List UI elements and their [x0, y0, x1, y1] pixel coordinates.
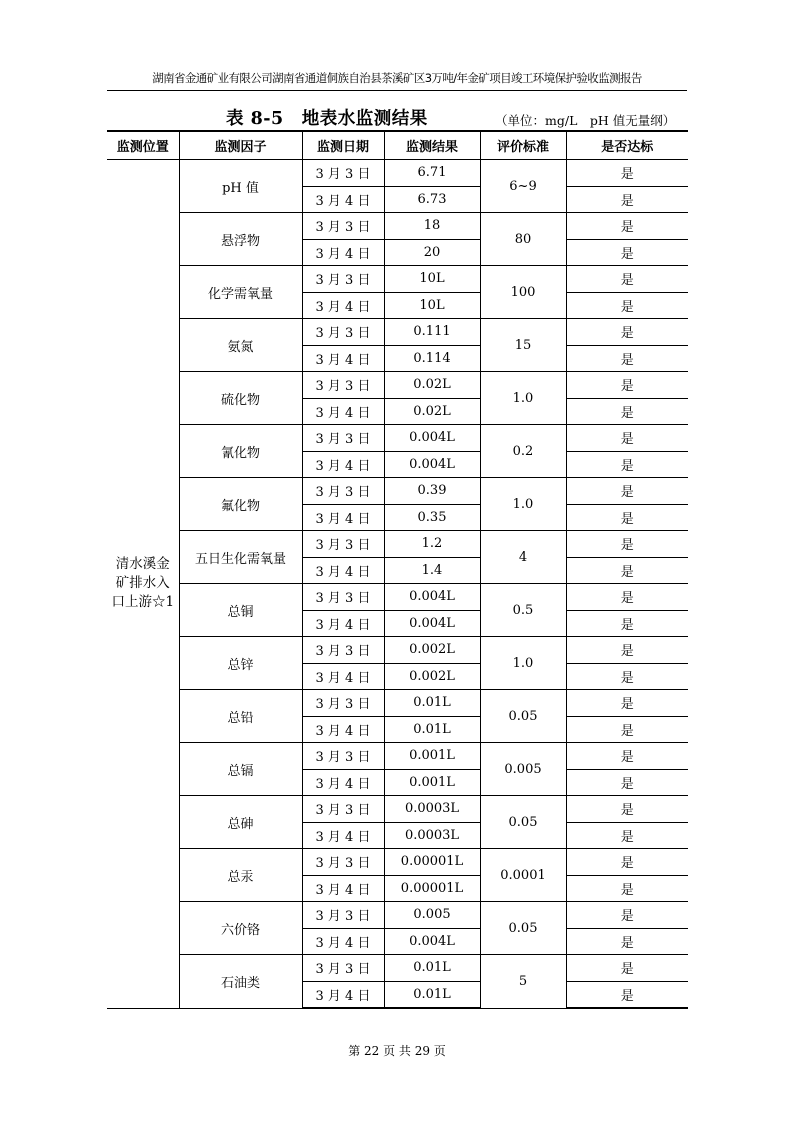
report-header: 湖南省金通矿业有限公司湖南省通道侗族自治县茶溪矿区3万吨/年金矿项目竣工环境保护验收监测报告: [152, 71, 642, 85]
monitoring-result: 0.001L: [384, 769, 480, 796]
monitoring-factor: 总砷: [179, 796, 302, 849]
column-header: 是否达标: [566, 131, 688, 160]
monitoring-factor: 五日生化需氧量: [179, 531, 302, 584]
table-row: [107, 478, 688, 505]
monitoring-date: 3 月 3 日: [302, 213, 384, 240]
monitoring-result: 0.005: [384, 902, 480, 929]
compliance-status: 是: [566, 186, 688, 213]
column-header: 监测位置: [107, 131, 179, 160]
monitoring-date: 3 月 4 日: [302, 292, 384, 319]
monitoring-date: 3 月 4 日: [302, 451, 384, 478]
table-row: [107, 849, 688, 876]
monitoring-result: 6.71: [384, 160, 480, 187]
table-row: [107, 531, 688, 558]
compliance-status: 是: [566, 716, 688, 743]
monitoring-date: 3 月 4 日: [302, 663, 384, 690]
monitoring-result: 0.0003L: [384, 796, 480, 823]
compliance-status: 是: [566, 213, 688, 240]
table-row: [107, 213, 688, 240]
monitoring-factor: 总铅: [179, 690, 302, 743]
monitoring-date: 3 月 3 日: [302, 584, 384, 611]
compliance-status: 是: [566, 902, 688, 929]
monitoring-factor: 氰化物: [179, 425, 302, 478]
monitoring-date: 3 月 4 日: [302, 504, 384, 531]
compliance-status: 是: [566, 663, 688, 690]
column-header: 评价标准: [480, 131, 566, 160]
monitoring-result: 0.00001L: [384, 849, 480, 876]
evaluation-standard: 6~9: [480, 160, 566, 213]
monitoring-result: 0.35: [384, 504, 480, 531]
compliance-status: 是: [566, 637, 688, 664]
monitoring-result: 0.0003L: [384, 822, 480, 849]
monitoring-date: 3 月 4 日: [302, 981, 384, 1008]
evaluation-standard: 1.0: [480, 637, 566, 690]
monitoring-result: 0.02L: [384, 398, 480, 425]
column-header: 监测因子: [179, 131, 302, 160]
monitoring-result: 1.2: [384, 531, 480, 558]
monitoring-date: 3 月 4 日: [302, 822, 384, 849]
monitoring-date: 3 月 4 日: [302, 769, 384, 796]
monitoring-date: 3 月 3 日: [302, 319, 384, 346]
monitoring-result: 1.4: [384, 557, 480, 584]
evaluation-standard: 1.0: [480, 478, 566, 531]
monitoring-date: 3 月 3 日: [302, 478, 384, 505]
evaluation-standard: 0.05: [480, 690, 566, 743]
monitoring-date: 3 月 3 日: [302, 849, 384, 876]
monitoring-factor: 六价铬: [179, 902, 302, 955]
compliance-status: 是: [566, 928, 688, 955]
monitoring-result: 0.002L: [384, 637, 480, 664]
compliance-status: 是: [566, 875, 688, 902]
compliance-status: 是: [566, 504, 688, 531]
monitoring-factor: 石油类: [179, 955, 302, 1009]
compliance-status: 是: [566, 319, 688, 346]
monitoring-date: 3 月 4 日: [302, 345, 384, 372]
monitoring-factor: 氨氮: [179, 319, 302, 372]
compliance-status: 是: [566, 610, 688, 637]
monitoring-result: 0.01L: [384, 690, 480, 717]
monitoring-result: 0.01L: [384, 981, 480, 1008]
monitoring-result: 6.73: [384, 186, 480, 213]
monitoring-factor: 硫化物: [179, 372, 302, 425]
evaluation-standard: 15: [480, 319, 566, 372]
compliance-status: 是: [566, 478, 688, 505]
monitoring-result: 0.004L: [384, 451, 480, 478]
header-rule: [107, 90, 687, 91]
monitoring-result: 0.39: [384, 478, 480, 505]
unit-note: （单位：mg/L pH 值无量纲）: [495, 113, 676, 128]
monitoring-factor: 化学需氧量: [179, 266, 302, 319]
compliance-status: 是: [566, 531, 688, 558]
monitoring-result: 20: [384, 239, 480, 266]
evaluation-standard: 0.0001: [480, 849, 566, 902]
compliance-status: 是: [566, 796, 688, 823]
column-header: 监测结果: [384, 131, 480, 160]
surface-water-monitoring-table: [107, 130, 688, 1009]
monitoring-date: 3 月 3 日: [302, 160, 384, 187]
monitoring-date: 3 月 3 日: [302, 955, 384, 982]
monitoring-date: 3 月 4 日: [302, 239, 384, 266]
table-row: [107, 372, 688, 399]
compliance-status: 是: [566, 743, 688, 770]
monitoring-date: 3 月 4 日: [302, 557, 384, 584]
table-row: [107, 955, 688, 982]
monitoring-result: 0.00001L: [384, 875, 480, 902]
compliance-status: 是: [566, 398, 688, 425]
evaluation-standard: 0.005: [480, 743, 566, 796]
monitoring-date: 3 月 4 日: [302, 716, 384, 743]
monitoring-result: 0.002L: [384, 663, 480, 690]
compliance-status: 是: [566, 372, 688, 399]
compliance-status: 是: [566, 557, 688, 584]
compliance-status: 是: [566, 690, 688, 717]
compliance-status: 是: [566, 822, 688, 849]
table-row: [107, 796, 688, 823]
compliance-status: 是: [566, 425, 688, 452]
monitoring-factor: 总铜: [179, 584, 302, 637]
monitoring-date: 3 月 3 日: [302, 637, 384, 664]
evaluation-standard: 4: [480, 531, 566, 584]
monitoring-date: 3 月 3 日: [302, 531, 384, 558]
table-row: [107, 637, 688, 664]
compliance-status: 是: [566, 955, 688, 982]
monitoring-date: 3 月 3 日: [302, 743, 384, 770]
compliance-status: 是: [566, 849, 688, 876]
monitoring-date: 3 月 4 日: [302, 928, 384, 955]
monitoring-result: 0.004L: [384, 610, 480, 637]
evaluation-standard: 1.0: [480, 372, 566, 425]
monitoring-factor: 氟化物: [179, 478, 302, 531]
monitoring-result: 10L: [384, 266, 480, 293]
evaluation-standard: 100: [480, 266, 566, 319]
compliance-status: 是: [566, 292, 688, 319]
evaluation-standard: 80: [480, 213, 566, 266]
table-row: [107, 584, 688, 611]
table-row: [107, 160, 688, 187]
page-footer: 第 22 页 共 29 页: [348, 1044, 446, 1058]
monitoring-date: 3 月 4 日: [302, 875, 384, 902]
table-row: [107, 319, 688, 346]
monitoring-factor: pH 值: [179, 160, 302, 213]
monitoring-date: 3 月 3 日: [302, 690, 384, 717]
table-row: [107, 902, 688, 929]
compliance-status: 是: [566, 239, 688, 266]
table-row: [107, 690, 688, 717]
evaluation-standard: 0.2: [480, 425, 566, 478]
monitoring-result: 0.001L: [384, 743, 480, 770]
monitoring-location: 清水溪金矿排水入口上游☆1: [107, 160, 179, 1009]
column-header: 监测日期: [302, 131, 384, 160]
monitoring-factor: 悬浮物: [179, 213, 302, 266]
compliance-status: 是: [566, 345, 688, 372]
table-title: 表 8-5 地表水监测结果: [226, 109, 428, 129]
monitoring-result: 0.004L: [384, 425, 480, 452]
monitoring-result: 0.004L: [384, 584, 480, 611]
evaluation-standard: 0.5: [480, 584, 566, 637]
compliance-status: 是: [566, 266, 688, 293]
monitoring-date: 3 月 3 日: [302, 425, 384, 452]
monitoring-result: 0.02L: [384, 372, 480, 399]
monitoring-result: 0.01L: [384, 955, 480, 982]
monitoring-factor: 总汞: [179, 849, 302, 902]
monitoring-result: 10L: [384, 292, 480, 319]
monitoring-result: 0.114: [384, 345, 480, 372]
monitoring-result: 0.004L: [384, 928, 480, 955]
monitoring-date: 3 月 4 日: [302, 398, 384, 425]
monitoring-result: 18: [384, 213, 480, 240]
compliance-status: 是: [566, 160, 688, 187]
monitoring-date: 3 月 3 日: [302, 372, 384, 399]
table-body: [107, 160, 688, 1009]
monitoring-result: 0.01L: [384, 716, 480, 743]
evaluation-standard: 0.05: [480, 796, 566, 849]
monitoring-result: 0.111: [384, 319, 480, 346]
monitoring-factor: 总锌: [179, 637, 302, 690]
monitoring-date: 3 月 3 日: [302, 902, 384, 929]
monitoring-date: 3 月 4 日: [302, 186, 384, 213]
compliance-status: 是: [566, 769, 688, 796]
monitoring-factor: 总镉: [179, 743, 302, 796]
compliance-status: 是: [566, 981, 688, 1008]
compliance-status: 是: [566, 584, 688, 611]
table-header-row: [107, 131, 688, 160]
evaluation-standard: 5: [480, 955, 566, 1009]
monitoring-date: 3 月 3 日: [302, 796, 384, 823]
monitoring-date: 3 月 4 日: [302, 610, 384, 637]
table-row: [107, 425, 688, 452]
table-row: [107, 743, 688, 770]
compliance-status: 是: [566, 451, 688, 478]
evaluation-standard: 0.05: [480, 902, 566, 955]
monitoring-date: 3 月 3 日: [302, 266, 384, 293]
table-row: [107, 266, 688, 293]
